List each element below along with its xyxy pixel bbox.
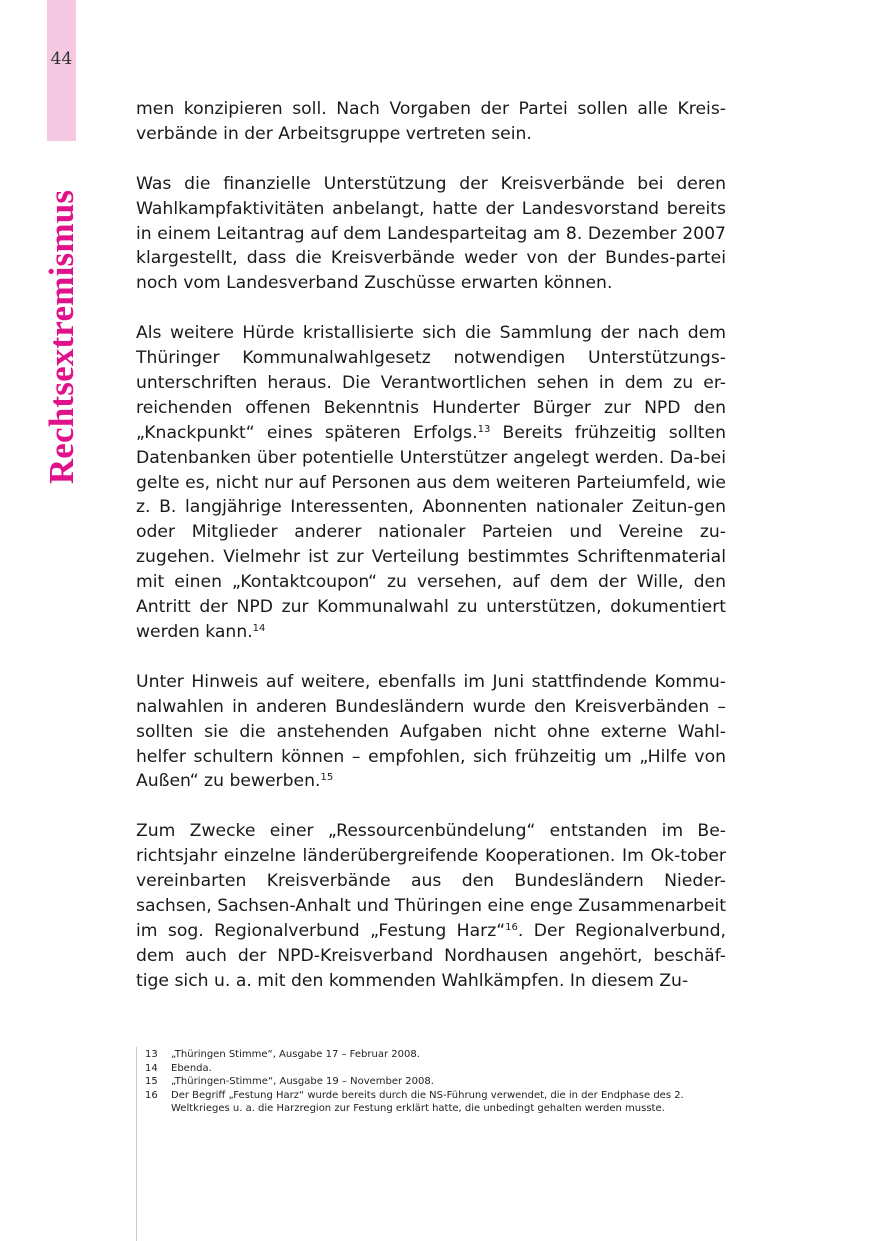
footnote-rule: [136, 1047, 137, 1241]
footnote-number: 15: [145, 1076, 158, 1088]
footnote: [145, 1089, 727, 1116]
footnote-text: Ebenda.: [171, 1062, 212, 1074]
paragraph-text: Was die finanzielle Unterstützung der Kreisverbände bei deren Wahlkampfaktivitäten anbelangt, hatte der Landesvorstand bereits in einem Leitantrag auf dem Landesparteitag am 8. Dezember 2007 klargestellt, dass die Kreisverbände weder von der Bundes-partei noch vom Landesverband Zuschüsse erwarten können.: [136, 173, 726, 294]
footnotes: [145, 1048, 727, 1116]
footnote: [145, 1048, 727, 1062]
section-title-container: [42, 178, 82, 496]
body-text: [136, 97, 726, 994]
footnote-reference: 16: [505, 921, 518, 933]
footnote-text: „Thüringen-Stimme“, Ausgabe 19 – November 2008.: [171, 1076, 434, 1088]
footnote-reference: 15: [320, 772, 334, 784]
footnote: [145, 1075, 727, 1089]
paragraph: [136, 321, 726, 645]
footnote-reference: 14: [252, 623, 266, 634]
paragraph-text: Bereits frühzeitig sollten Datenbanken über potentielle Unterstützer angelegt werden. Da-bei gelte es, nicht nur auf Personen aus dem weiteren Parteiumfeld, wie z. B. langjährige Interessenten, Abonnenten nationaler Zeitun-gen oder Mitglieder anderer nationaler Parteien und Vereine zu-zugehen. Vielmehr ist zur Verteilung bestimmtes Schriftenmaterial mit einen „Kontaktcoupon“ zu versehen, auf dem der Wille, den Antritt der NPD zur Kommunalwahl zu unterstützen, dokumentiert werden kann.: [136, 422, 726, 642]
footnote-text: Der Begriff „Festung Harz“ wurde bereits durch die NS-Führung verwendet, die in der Endphase des 2. Weltkrieges u. a. die Harzregion zur Festung erklärt hatte, die unbedingt gehalten werden musste.: [171, 1089, 684, 1115]
footnote-number: 16: [145, 1089, 158, 1101]
section-title: Rechtsextremismus: [42, 189, 81, 485]
footnote-text: „Thüringen Stimme“, Ausgabe 17 – Februar 2008.: [171, 1049, 420, 1060]
paragraph: [136, 97, 726, 147]
paragraph-text: . Der Regionalverbund, dem auch der NPD-Kreisverband Nordhausen angehört, beschäf-tige sich u. a. mit den kommenden Wahlkämpfen. In diesem Zu-: [136, 920, 726, 991]
page-number: 44: [50, 49, 73, 69]
footnote-reference: 13: [477, 423, 491, 435]
paragraph: [136, 172, 726, 297]
paragraph: [136, 670, 726, 795]
footnote-number: 13: [145, 1049, 158, 1060]
footnote: [145, 1062, 727, 1076]
paragraph: [136, 819, 726, 993]
paragraph-text: Zum Zwecke einer „Ressourcenbündelung“ entstanden im Be-richtsjahr einzelne länderübergreifende Kooperationen. Im Ok-tober vereinbarten Kreisverbände aus den Bundesländern Nieder-sachsen, Sachsen-Anhalt und Thüringen eine enge Zusammenarbeit im sog. Regionalverbund „Festung Harz“: [136, 821, 726, 941]
footnote-number: 14: [145, 1062, 158, 1074]
paragraph-text: Als weitere Hürde kristallisierte sich die Sammlung der nach dem Thüringer Kommunalwahlgesetz notwendigen Unterstützungs-unterschriften heraus. Die Verantwortlichen sehen in dem zu er-reichenden offenen Bekenntnis Hunderter Bürger zur NPD den „Knackpunkt“ eines späteren Erfolgs.: [136, 323, 726, 443]
paragraph-text: men konzipieren soll. Nach Vorgaben der Partei sollen alle Kreis-verbände in der Arbeitsgruppe vertreten sein.: [136, 99, 726, 144]
side-color-band: [47, 0, 76, 141]
paragraph-text: Unter Hinweis auf weitere, ebenfalls im Juni stattfindende Kommu-nalwahlen in anderen Bundesländern wurde den Kreisverbänden – sollten sie die anstehenden Aufgaben nicht ohne externe Wahl-helfer schultern können – empfohlen, sich frühzeitig um „Hilfe von Außen“ zu bewerben.: [136, 671, 726, 792]
